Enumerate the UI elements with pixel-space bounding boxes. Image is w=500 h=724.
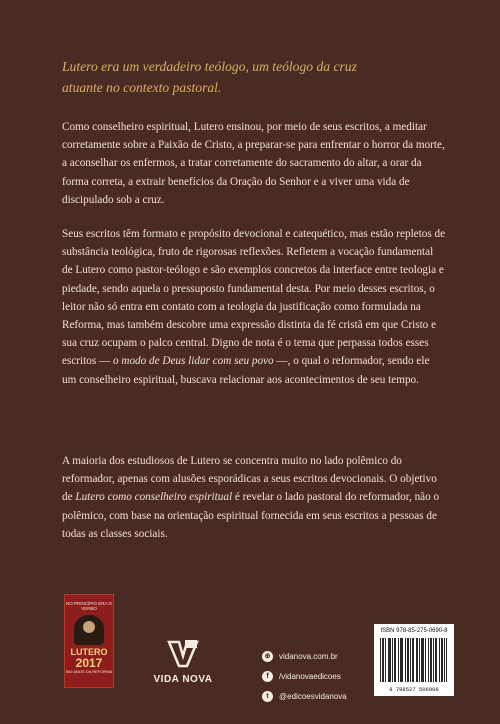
lutero-2017-badge [64, 594, 114, 688]
tagline [62, 56, 442, 98]
paragraph-2-part-b: —, o qual o reformador, sendo ele um conselheiro espiritual, buscava relacionar aos acontecimentos de seu tempo. [62, 355, 430, 386]
globe-icon: ⊕ [262, 651, 273, 662]
paragraph-3-part-b: é revelar o lado pastoral do reformador, não o polêmico, com base na orientação espiritual fornecida em seus escritos a pessoas de todas as classes sociais. [62, 491, 440, 540]
paragraph-2-emphasis: o modo de Deus lidar com seu povo [112, 355, 274, 368]
twitter-icon: t [262, 691, 273, 702]
facebook-text: /vidanovaedicoes [279, 671, 341, 681]
publisher-logo [148, 638, 218, 685]
paragraph-1-text: Como conselheiro espiritual, Lutero ensinou, por meio de seus escritos, a meditar corretamente sobre a Paixão de Cristo, a preparar-se para enfrentar o horror da morte, a aconselhar os enfermos, a tratar corretamente do sacramento do altar, a orar da forma correta, a extrair benefícios da Oração do Senhor e a viver uma vida de discipulado sob a cruz. [62, 121, 445, 206]
social-row-facebook[interactable] [262, 666, 347, 686]
isbn-label: ISBN 978-85-275-0690-8 [380, 628, 448, 634]
paragraph-3-part-a: A maioria dos estudiosos de Lutero se concentra muito no lado polêmico do reformador, apenas com alusões esporádicas a seus escritos devocionais. O objetivo de [62, 455, 437, 504]
paragraph-2-part-a: Seus escritos têm formato e propósito devocional e catequético, mas estão repletos de substância teológica, fruto de rigorosas reflexões. Refletem a vocação fundamental de Lutero como pastor-teólogo e são exemplos concretos da interface entre teologia e piedade, sendo aquela o pressuposto fundamental desta. Por meio desses escritos, o leitor não só entra em contato com a teologia da justificação como formulada na Reforma, mas também descobre uma expressão distinta da fé cristã em que Cristo e sua cruz ocupam o palco central. Digno de nota é o tema que perpassa todos esses escritos — [62, 228, 446, 368]
tagline-line-1: Lutero era um verdadeiro teólogo, um teólogo da cruz [62, 59, 357, 74]
badge-sub-text: 500 ANOS DA REFORMA [65, 669, 113, 674]
twitter-text: @edicoesvidanova [279, 691, 347, 701]
vida-nova-logo-icon [165, 638, 201, 668]
paragraph-3-text [62, 452, 446, 543]
paragraph-3 [62, 452, 446, 543]
paragraph-3-emphasis: Lutero como conselheiro espiritual [75, 491, 233, 504]
luther-portrait-icon [74, 615, 104, 645]
badge-top-text: NO PRINCÍPIO ERA O VERBO [65, 601, 112, 611]
tagline-line-2: atuante no contexto pastoral. [62, 80, 222, 95]
paragraph-1 [62, 118, 446, 209]
social-row-twitter[interactable] [262, 686, 347, 706]
paragraph-2 [62, 225, 446, 389]
social-links [262, 646, 347, 706]
paragraph-2-text [62, 225, 446, 389]
badge-lutero-text: LUTERO [70, 647, 108, 657]
isbn-barcode-box [374, 624, 454, 696]
barcode-digits: 9 788527 506908 [389, 686, 439, 693]
badge-year-text: 2017 [75, 656, 103, 670]
publisher-name: VIDA NOVA [153, 674, 213, 685]
website-text: vidanova.com.br [279, 651, 338, 661]
social-row-website[interactable] [262, 646, 347, 666]
facebook-icon: f [262, 671, 273, 682]
barcode-icon [380, 638, 448, 682]
